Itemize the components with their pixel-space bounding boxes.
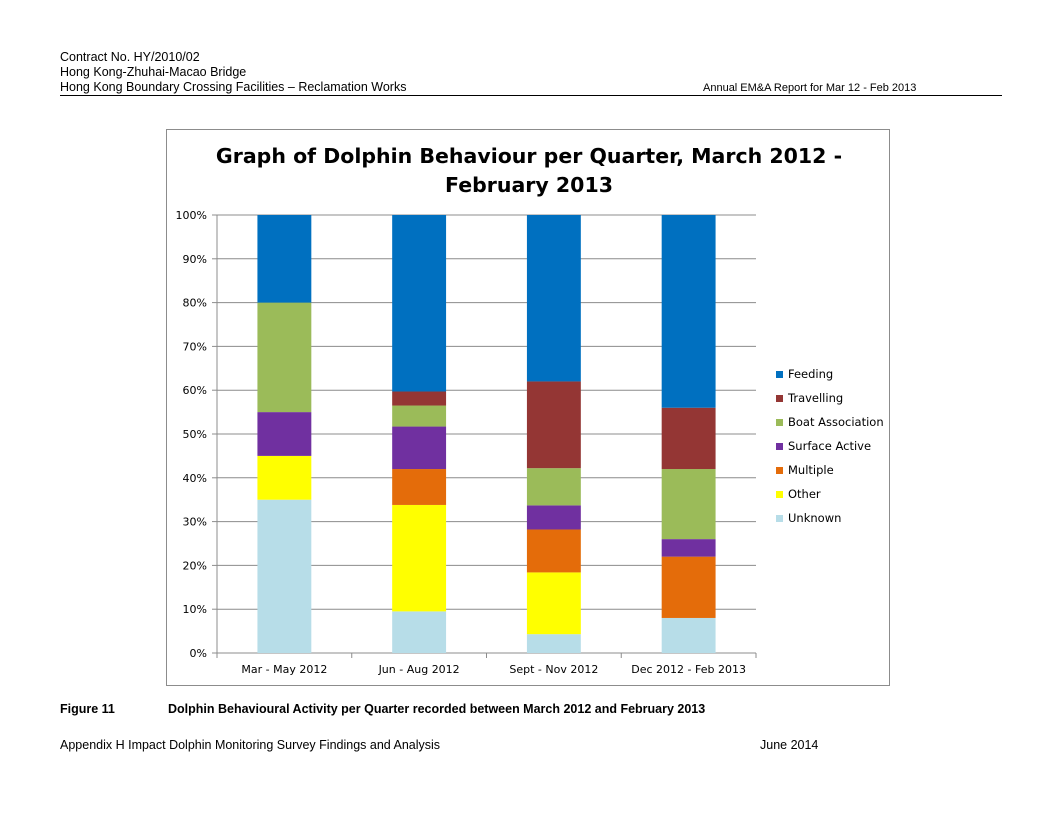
contract-number: Contract No. HY/2010/02 xyxy=(60,50,200,64)
y-tick-label: 20% xyxy=(182,559,207,573)
bar-segment-travelling xyxy=(527,381,581,468)
bar-segment-unknown xyxy=(527,634,581,653)
y-tick-label: 40% xyxy=(182,471,207,485)
bar-segment-feeding xyxy=(527,215,581,381)
figure-caption: Dolphin Behavioural Activity per Quarter recorded between March 2012 and February 2013 xyxy=(168,702,706,716)
y-tick-label: 100% xyxy=(175,209,207,222)
legend-swatch xyxy=(776,467,783,474)
header-rule xyxy=(60,95,1002,96)
y-tick-label: 0% xyxy=(189,647,207,660)
legend-swatch xyxy=(776,371,783,378)
y-tick-label: 70% xyxy=(182,340,207,354)
x-tick-label: Jun - Aug 2012 xyxy=(378,663,460,676)
bar-segment-multiple xyxy=(527,529,581,572)
legend-label: Unknown xyxy=(788,511,842,525)
legend-swatch xyxy=(776,395,783,402)
legend-label: Other xyxy=(788,487,821,501)
bar-segment-boat-association xyxy=(392,406,446,427)
y-tick-label: 60% xyxy=(182,384,207,398)
bar-segment-other xyxy=(527,572,581,634)
bar-segment-feeding xyxy=(662,215,716,408)
works-title: Hong Kong Boundary Crossing Facilities – Reclamation Works xyxy=(60,80,407,94)
x-tick-label: Mar - May 2012 xyxy=(241,663,328,676)
legend-item-multiple xyxy=(776,458,884,482)
legend-label: Boat Association xyxy=(788,415,884,429)
chart-title-line-2: February 2013 xyxy=(445,173,613,197)
bar-segment-feeding xyxy=(257,215,311,303)
bar-segment-travelling xyxy=(662,408,716,469)
bar-segment-other xyxy=(257,456,311,500)
legend-item-travelling xyxy=(776,386,884,410)
bar-segment-surface-active xyxy=(392,427,446,469)
chart-title-line-1: Graph of Dolphin Behaviour per Quarter, March 2012 - xyxy=(215,144,843,168)
appendix-footer: Appendix H Impact Dolphin Monitoring Survey Findings and Analysis xyxy=(60,738,441,752)
bar-segment-unknown xyxy=(392,611,446,653)
legend-item-surface-active xyxy=(776,434,884,458)
bar-segment-boat-association xyxy=(257,303,311,413)
legend-swatch xyxy=(776,443,783,450)
legend-label: Feeding xyxy=(788,367,834,381)
legend-swatch xyxy=(776,491,783,498)
y-tick-label: 90% xyxy=(182,252,207,266)
figure-label: Figure 11 xyxy=(60,702,115,716)
report-title: Annual EM&A Report for Mar 12 - Feb 2013 xyxy=(703,82,917,94)
chart-area xyxy=(166,129,890,686)
x-tick-label: Dec 2012 - Feb 2013 xyxy=(631,663,746,676)
bar-segment-surface-active xyxy=(257,412,311,456)
legend-label: Multiple xyxy=(788,463,834,477)
bar-segment-unknown xyxy=(257,500,311,653)
x-tick-label: Sept - Nov 2012 xyxy=(509,663,599,676)
bar-segment-unknown xyxy=(662,618,716,653)
legend-swatch xyxy=(776,515,783,522)
legend-item-unknown xyxy=(776,506,884,530)
bar-segment-travelling xyxy=(392,392,446,406)
bar-segment-boat-association xyxy=(662,469,716,539)
legend-item-boat-association xyxy=(776,410,884,434)
legend-item-other xyxy=(776,482,884,506)
bar-segment-surface-active xyxy=(527,505,581,529)
bar-segment-feeding xyxy=(392,215,446,392)
y-tick-label: 50% xyxy=(182,428,207,441)
date-footer: June 2014 xyxy=(760,738,819,752)
y-tick-label: 80% xyxy=(182,296,207,310)
legend-item-feeding xyxy=(776,362,884,386)
y-tick-label: 30% xyxy=(182,515,207,529)
legend-swatch xyxy=(776,419,783,426)
legend-label: Surface Active xyxy=(788,439,872,453)
project-name: Hong Kong-Zhuhai-Macao Bridge xyxy=(60,65,247,79)
bar-segment-boat-association xyxy=(527,468,581,505)
y-tick-label: 10% xyxy=(182,603,207,617)
chart-legend xyxy=(776,362,884,530)
bar-segment-other xyxy=(392,505,446,611)
legend-label: Travelling xyxy=(788,391,844,405)
bar-segment-surface-active xyxy=(662,539,716,557)
bar-segment-multiple xyxy=(392,469,446,505)
bar-segment-multiple xyxy=(662,557,716,618)
